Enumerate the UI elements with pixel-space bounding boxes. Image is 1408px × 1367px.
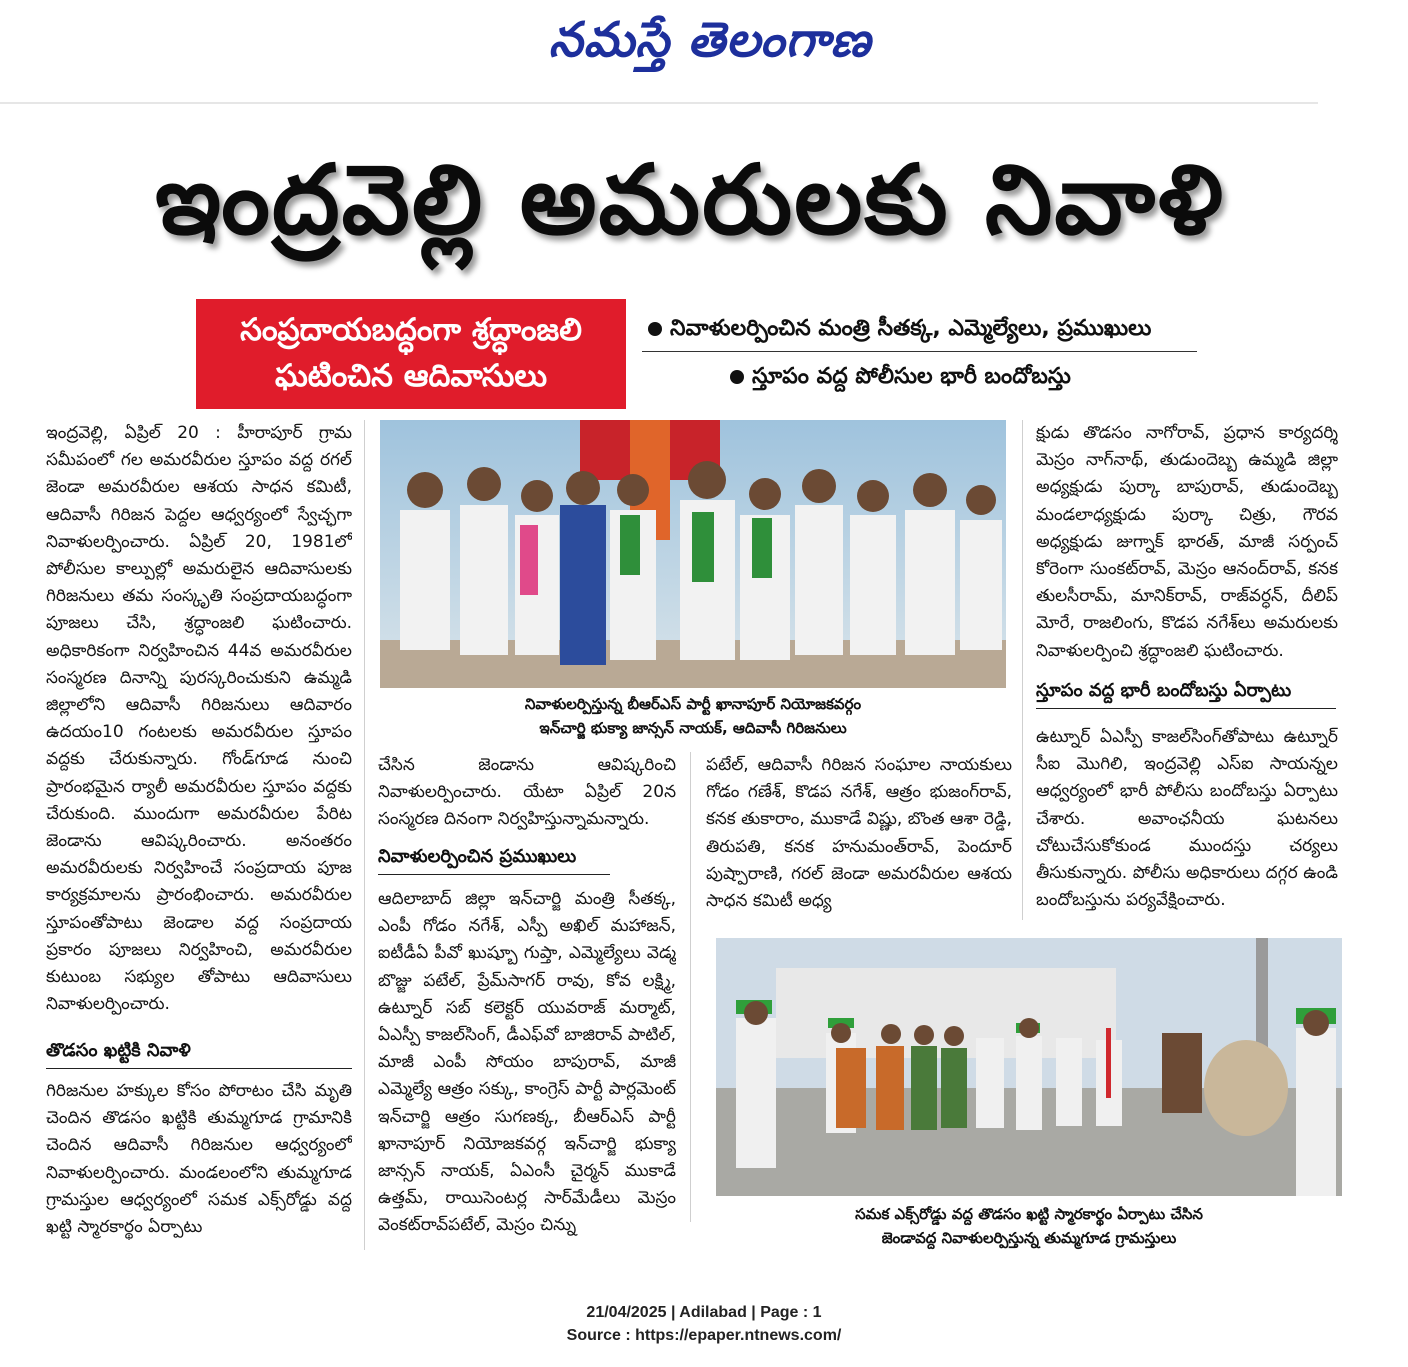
bullet-dot-icon bbox=[730, 370, 744, 384]
column-4-subhead-rule bbox=[1036, 708, 1336, 709]
column-2-paragraph-2: ఆదిలాబాద్ జిల్లా ఇన్‌చార్జి మంత్రి సీతక్క, ఎంపీ గోడం నగేశ్, ఎస్పీ అఖిల్ మహాజన్, ఐటీడీఏ పీవో ఖుష్బూ గుప్తా, ఎమ్మెల్యేలు వెడ్మ బొజ్జు పటేల్, ప్రేమ్‌సాగర్ రావు, కోవ లక్ష్మి, ఉట్నూర్ సబ్ కలెక్టర్ యువరాజ్ మర్మాట్, ఏఎస్పీ కాజల్‌సింగ్, డీఎఫ్‌వో బాజిరావ్ పాటిల్, మాజీ ఎంపీ సోయం బాపురావ్, మాజీ ఎమ్మెల్యే ఆత్రం సక్కు, కాంగ్రెస్ పార్టీ పార్లమెంట్ ఇన్‌చార్జి ఆత్రం సుగణక్క, బీఆర్‌ఎస్ పార్టీ ఖానాపూర్ నియోజకవర్గ ఇన్‌చార్జి భుక్యా జాన్సన్ నాయక్, ఏఎంసీ చైర్మన్ ముకాడే ఉత్తమ్, రాయిసెంటర్ల సార్‌మేడీలు మెస్రం వెంకట్‌రావ్‌పటేల్, మెస్రం చిన్ను bbox=[378, 889, 676, 1236]
red-box-line-2: ఘటించిన ఆదివాసులు bbox=[274, 358, 548, 394]
column-divider bbox=[690, 752, 691, 1222]
column-divider bbox=[1022, 420, 1023, 920]
photo-1-caption-line-2: ఇన్‌చార్జి భుక్యా జాన్సన్ నాయక్, ఆదివాసీ గిరిజనులు bbox=[539, 719, 847, 737]
bullet-text-2: స్తూపం వద్ద పోలీసుల భారీ బందోబస్తు bbox=[752, 364, 1071, 389]
column-2-body-2 bbox=[378, 886, 676, 1248]
column-1-subhead: తొడసం ఖట్టికి నివాళి bbox=[46, 1040, 191, 1061]
photo-village-tribute-image bbox=[716, 938, 1342, 1196]
red-highlight-box bbox=[196, 299, 626, 409]
bullet-point-1 bbox=[648, 316, 1151, 346]
photo-1-caption bbox=[380, 692, 1006, 740]
column-1-paragraph: ఇంద్రవెల్లి, ఏప్రిల్ 20 : హీరాపూర్ గ్రామ సమీపంలో గల అమరవీరుల స్తూపం వద్ద రగల్ జెండా అమరవీరుల ఆశయ సాధన కమిటీ, ఆదివాసీ గిరిజన పెద్దల ఆధ్వర్యంలో స్వేచ్ఛగా నివాళులర్పించారు. ఏప్రిల్ 20, 1981లో పోలీసుల కాల్పుల్లో అమరులైన ఆదివాసులకు గిరిజనులు తమ సంస్కృతి సంప్రదాయబద్ధంగా పూజలు చేసి, శ్రద్ధాంజలి ఘటించారు. అధికారికంగా నిర్వహించిన 44వ అమరవీరుల సంస్మరణ దినాన్ని పురస్కరించుకుని ఉమ్మడి జిల్లాలోని ఆదివాసీ గిరిజనులు ఆదివారం ఉదయం10 గంటలకు అమరవీరుల స్తూపం వద్దకు చేరుకున్నారు. గోండ్‌గూడ నుంచి ప్రారంభమైన ర్యాలీ అమరవీరుల స్తూపం వద్దకు చేరుకుంది. ముందుగా అమరవీరుల పేరిట జెండాను ఆవిష్కరించారు. అనంతరం అమరవీరులకు నిర్వహించే సంప్రదాయ పూజ కార్యక్రమాలను ప్రారంభించారు. అమరవీరుల స్తూపంతోపాటు జెండాల వద్ద సంప్రదాయ ప్రకారం పూజలు నిర్వహించి, అమరవీరుల కుటుంబ సభ్యుల తోపాటు ఆదివాసులు నివాళులర్పించారు. bbox=[46, 423, 352, 1015]
masthead-rule bbox=[0, 102, 1318, 104]
footer-date-line: 21/04/2025 | Adilabad | Page : 1 bbox=[586, 1304, 822, 1321]
photo-2-caption-line-2: జెండావద్ద నివాళులర్పిస్తున్న తుమ్మగూడ గ్రామస్తులు bbox=[881, 1229, 1177, 1247]
column-4-paragraph-2: ఉట్నూర్ ఏఎస్పీ కాజల్‌సింగ్‌తోపాటు ఉట్నూర్ సీఐ మొగిలి, ఇంద్రవెల్లి ఎస్ఐ సాయన్నల ఆధ్వర్యంలో భారీ పోలీసు బందోబస్తు ఏర్పాటు చేశారు. అవాంఛనీయ ఘటనలు చోటుచేసుకోకుండ ముందస్తు చర్యలు తీసుకున్నారు. పోలీసు అధికారులు దగ్గర ఉండి బందోబస్తును పర్యవేక్షించారు. bbox=[1036, 727, 1338, 911]
photo-leaders-tribute-image bbox=[380, 420, 1006, 688]
column-3-body bbox=[706, 752, 1012, 918]
masthead-logo: నమస్తే తెలంగాణ bbox=[548, 12, 872, 68]
bullet-divider bbox=[642, 351, 1197, 352]
photo-village-tribute bbox=[716, 938, 1342, 1196]
photo-leaders-tribute bbox=[380, 420, 1006, 688]
bullet-point-2 bbox=[730, 364, 1071, 394]
headline: ఇంద్రవెల్లి అమరులకు నివాళి bbox=[155, 144, 1225, 256]
column-2-subhead: నివాళులర్పించిన ప్రముఖులు bbox=[378, 846, 577, 867]
column-2-body bbox=[378, 752, 676, 836]
column-1-body bbox=[46, 420, 352, 1020]
photo-2-caption bbox=[716, 1202, 1342, 1250]
column-2-paragraph: చేసిన జెండాను ఆవిష్కరించి నివాళులర్పించారు. యేటా ఏప్రిల్ 20న సంస్మరణ దినంగా నిర్వహిస్తున్నామన్నారు. bbox=[378, 755, 676, 830]
bullet-text-1: నివాళులర్పించిన మంత్రి సీతక్క, ఎమ్మెల్యేలు, ప్రముఖులు bbox=[670, 316, 1152, 341]
column-4-body-2 bbox=[1036, 724, 1338, 916]
column-3-paragraph: పటేల్, ఆదివాసీ గిరిజన సంఘాల నాయకులు గోడం గణేశ్, కొడప నగేశ్, ఆత్రం భుజంగ్‌రావ్, కనక తుకారాం, ముకాడే విష్ణు, బొంత ఆశా రెడ్డి, తిరుపతి, కనక హనుమంత్‌రావ్, పెందూర్ పుష్పారాణి, గరల్ జెండా అమరవీరుల ఆశయ సాధన కమిటీ అధ్య bbox=[706, 755, 1012, 912]
red-box-line-1: సంప్రదాయబద్ధంగా శ్రద్ధాంజలి bbox=[240, 312, 582, 348]
column-1-subhead-rule bbox=[46, 1068, 352, 1069]
column-4-paragraph: క్షుడు తొడసం నాగోరావ్, ప్రధాన కార్యదర్శి మెస్రం నాగ్‌నాథ్, తుడుందెబ్బ ఉమ్మడి జిల్లా అధ్యక్షుడు పుర్కా బాపురావ్, తుడుందెబ్బ మండలాధ్యక్షుడు పుర్కా చిత్రు, గౌరవ అధ్యక్షుడు జుగ్నాక్ భారత్, మాజీ సర్పంచ్ కోరెంగా సుంకట్‌రావ్, మెస్రం ఆనంద్‌రావ్, కనక తులసీరామ్, మానిక్‌రావ్, రాజ్‌వర్ధన్, దీలిప్ మోరే, రాజలింగు, కొడప నగేశ్‌లు అమరులకు నివాళులర్పించి శ్రద్ధాంజలి ఘటించారు. bbox=[1036, 423, 1338, 661]
column-1-paragraph-2: గిరిజనుల హక్కుల కోసం పోరాటం చేసి మృతి చెందిన తొడసం ఖట్టికి తుమ్మగూడ గ్రామానికి చెందిన ఆదివాసీ గిరిజనుల ఆధ్వర్యంలో నివాళులర్పించారు. మండలంలోని తుమ్మగూడ గ్రామస్తుల ఆధ్వర్యంలో సమక ఎక్స్‌రోడ్డు వద్ద ఖట్టి స్మారకార్థం ఏర్పాటు bbox=[46, 1081, 352, 1238]
column-1-body-2 bbox=[46, 1078, 352, 1246]
column-divider bbox=[364, 420, 365, 1250]
column-4-body bbox=[1036, 420, 1338, 666]
photo-1-caption-line-1: నివాళులర్పిస్తున్న బీఆర్‌ఎస్ పార్టీ ఖానాపూర్ నియోజకవర్గం bbox=[524, 695, 862, 713]
photo-2-caption-line-1: సమక ఎక్స్‌రోడ్డు వద్ద తొడసం ఖట్టి స్మారకార్థం ఏర్పాటు చేసిన bbox=[855, 1205, 1203, 1223]
column-4-subhead: స్తూపం వద్ద భారీ బందోబస్తు ఏర్పాటు bbox=[1036, 680, 1292, 701]
footer-source-line: Source : https://epaper.ntnews.com/ bbox=[566, 1327, 842, 1344]
column-2-subhead-rule bbox=[378, 874, 610, 875]
bullet-dot-icon bbox=[648, 322, 662, 336]
